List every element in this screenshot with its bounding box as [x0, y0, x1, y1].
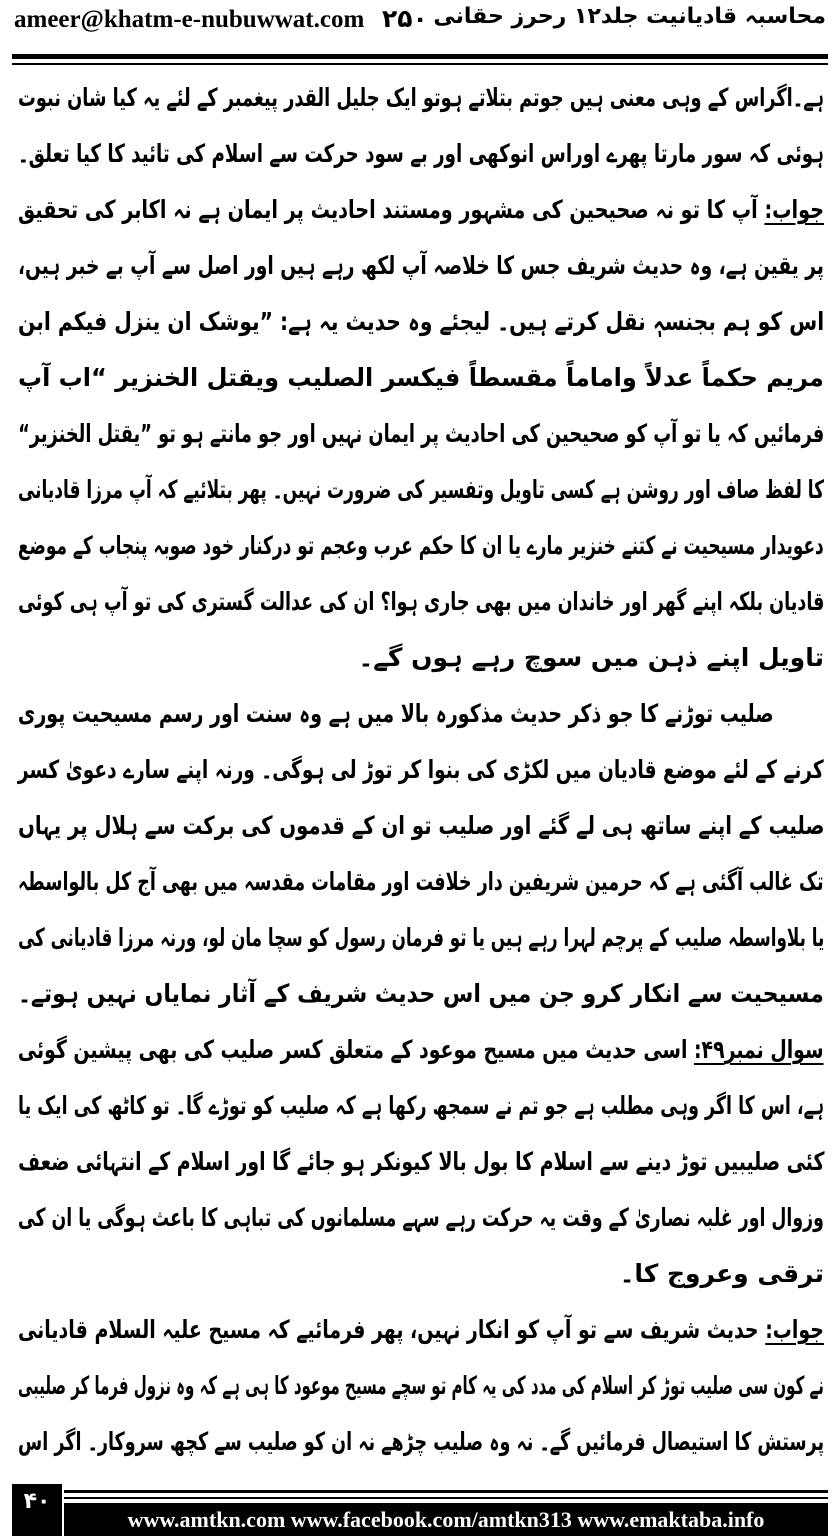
text-line	[18, 574, 824, 630]
text-line	[18, 1190, 824, 1246]
line-text: نے کون سی صلیب توڑ کر اسلام کی مدد کی یہ کام تو سچے مسیح موعود کا ہی ہے کہ وہ نزول فرما کر صلیبی	[18, 1371, 824, 1400]
text-line	[18, 462, 824, 518]
header-rule	[12, 54, 828, 59]
text-line	[18, 294, 824, 350]
line-text: ہوئی کہ سور مارتا پھرے اوراس انوکھی اور بے سود حرکت سے اسلام کی تائید کا کیا تعلق۔	[18, 139, 824, 168]
section-label: جواب:	[764, 195, 824, 224]
text-line	[18, 854, 824, 910]
text-line	[18, 406, 824, 462]
text-line	[18, 966, 824, 1022]
text-line-content	[18, 1078, 824, 1134]
text-line	[18, 350, 824, 406]
line-text: تاویل اپنے ذہن میں سوچ رہے ہوں گے۔	[358, 643, 824, 672]
line-text: ترقی وعروج کا۔	[619, 1259, 824, 1288]
line-text: کرنے کے لئے موضع قادیان میں لکڑی کی بنوا کر توڑ لی ہوگی۔ ورنہ اپنے سارے دعویٰ کسر	[18, 755, 824, 784]
text-line	[18, 1078, 824, 1134]
text-line-content	[18, 1190, 824, 1246]
line-text: کا لفظ صاف اور روشن ہے کسی تاویل وتفسیر کی ضرورت نہیں۔ پھر بتلائیے کہ آپ مرزا قادیانی	[18, 475, 824, 504]
text-line-content	[18, 574, 824, 630]
text-line	[18, 518, 824, 574]
text-line-content	[18, 406, 824, 462]
text-line-content	[18, 1134, 824, 1190]
section-label: سوال نمبر۴۹:	[694, 1035, 824, 1064]
text-line	[18, 1358, 824, 1414]
line-text: ہے، اس کا اگر وہی مطلب ہے جو تم نے سمجھ رکھا ہے کہ صلیب کو توڑے گا۔ تو کاٹھ کی ایک یا	[17, 1091, 824, 1120]
text-line	[18, 686, 824, 742]
section-label: جواب:	[765, 1315, 824, 1344]
text-line	[18, 238, 824, 294]
text-line-content	[18, 518, 824, 574]
text-line-content	[18, 1358, 824, 1414]
text-line-content	[18, 182, 824, 238]
text-line	[18, 1134, 824, 1190]
text-line-content	[18, 462, 824, 518]
line-text: مسیحیت سے انکار کرو جن میں اس حدیث شریف کے آثار نمایاں نہیں ہوتے۔	[18, 979, 824, 1008]
text-line	[18, 910, 824, 966]
line-text: مریم حکماً عدلاً واماماً مقسطاً فیکسر الصلیب ویقتل الخنزیر “اب آپ	[18, 363, 824, 392]
text-line-content	[18, 1302, 824, 1358]
line-text: حدیث شریف سے تو آپ کو انکار نہیں، پھر فرمائیے کہ مسیح علیہ السلام قادیانی	[18, 1315, 766, 1344]
text-line	[18, 742, 824, 798]
text-line-content	[18, 238, 824, 294]
text-line	[18, 1246, 824, 1302]
line-text: صلیب توڑنے کا جو ذکر حدیث مذکورہ بالا میں ہے وہ سنت اور رسم مسیحیت پوری	[18, 699, 774, 728]
line-text: ہے۔اگراس کے وہی معنی ہیں جوتم بتلاتے ہوتو ایک جلیل القدر پیغمبر کے لئے یہ کیا شان نبوت	[17, 83, 824, 112]
line-text: یا بلاواسطہ صلیب کے پرچم لہرا رہے ہیں یا تو فرمان رسول کو سچا مان لو، ورنہ مرزا قادیانی کی	[17, 923, 824, 952]
header-book-title: محاسبہ قادیانیت جلد۱۲ رحرز حقانی	[433, 4, 826, 29]
text-line-content	[18, 1414, 824, 1470]
text-line	[18, 126, 824, 182]
header-email: ameer@khatm-e-nubuwwat.com	[14, 6, 365, 33]
text-line-content	[359, 630, 824, 686]
line-text: صلیب کے اپنے ساتھ ہی لے گئے اور صلیب تو ان کے قدموں کی برکت سے ہلال پر یہاں	[17, 811, 824, 840]
footer-page-number: ۴۰	[12, 1484, 62, 1536]
text-line-content	[18, 854, 824, 910]
line-text: پر یقین ہے، وہ حدیث شریف جس کا خلاصہ آپ لکھ رہے ہیں اور اصل سے آپ بے خبر ہیں،	[18, 251, 824, 280]
line-text: آپ کا تو نہ صحیحین کی مشہور ومستند احادیث پر ایمان ہے نہ اکابر کی تحقیق	[17, 195, 765, 224]
text-line	[18, 630, 824, 686]
text-line-content	[18, 1022, 824, 1078]
text-line	[18, 798, 824, 854]
text-line	[18, 1414, 824, 1470]
text-line	[18, 1302, 824, 1358]
text-line-content	[18, 798, 824, 854]
footer-rule	[64, 1490, 828, 1493]
page-body	[18, 70, 824, 1470]
text-line	[18, 1022, 824, 1078]
text-line-content	[18, 742, 824, 798]
line-text: کئی صلیبیں توڑ دینے سے اسلام کا بول بالا کیونکر ہو جائے گا اور اسلام کے انتہائی ضعف	[17, 1147, 824, 1176]
line-text: اس کو ہم بجنسہٖ نقل کرتے ہیں۔ لیجئے وہ حدیث یہ ہے: ”یوشک ان ینزل فیکم ابن	[17, 307, 824, 336]
line-text: دعویدار مسیحیت نے کتنے خنزیر مارے یا ان کا حکم عرب وعجم تو درکنار خود صوبہ پنجاب کے موضع	[18, 531, 824, 560]
line-text: اسی حدیث میں مسیح موعود کے متعلق کسر صلیب کی بھی پیشین گوئی	[18, 1035, 695, 1064]
line-text: وزوال اور غلبہ نصاریٰ کے وقت یہ حرکت رہے سہے مسلمانوں کی تباہی کا باعث ہوگی یا ان کی	[18, 1203, 824, 1232]
line-text: قادیان بلکہ اپنے گھر اور خاندان میں بھی جاری ہوا؟ ان کی عدالت گستری کی تو آپ ہی کوئی	[17, 587, 824, 616]
text-line-content	[18, 294, 824, 350]
text-line-content	[620, 1246, 824, 1302]
text-line-content	[18, 70, 824, 126]
text-line-content	[18, 966, 824, 1022]
text-line-content	[18, 910, 824, 966]
footer-rule-thin	[64, 1497, 828, 1499]
line-text: پرستش کا استیصال فرمائیں گے۔ نہ وہ صلیب چڑھے نہ ان کو صلیب سے کچھ سروکار۔ اگر اس	[17, 1427, 824, 1456]
text-line-content	[18, 350, 824, 406]
header-rule-thin	[12, 63, 828, 65]
text-line-content	[18, 686, 774, 742]
footer-links: www.amtkn.com www.facebook.com/amtkn313 www.emaktaba.info	[64, 1503, 828, 1536]
text-line-content	[18, 126, 824, 182]
line-text: تک غالب آگئی ہے کہ حرمین شریفین دار خلافت اور مقامات مقدسہ میں بھی آج کل بالواسطہ	[18, 867, 824, 896]
text-line	[18, 182, 824, 238]
line-text: فرمائیں کہ یا تو آپ کو صحیحین کی احادیث پر ایمان نہیں اور جو مانتے ہو تو ”یقتل الخنزیر“	[17, 419, 824, 448]
text-line	[18, 70, 824, 126]
header-page-number: ۲۵۰	[382, 4, 428, 33]
